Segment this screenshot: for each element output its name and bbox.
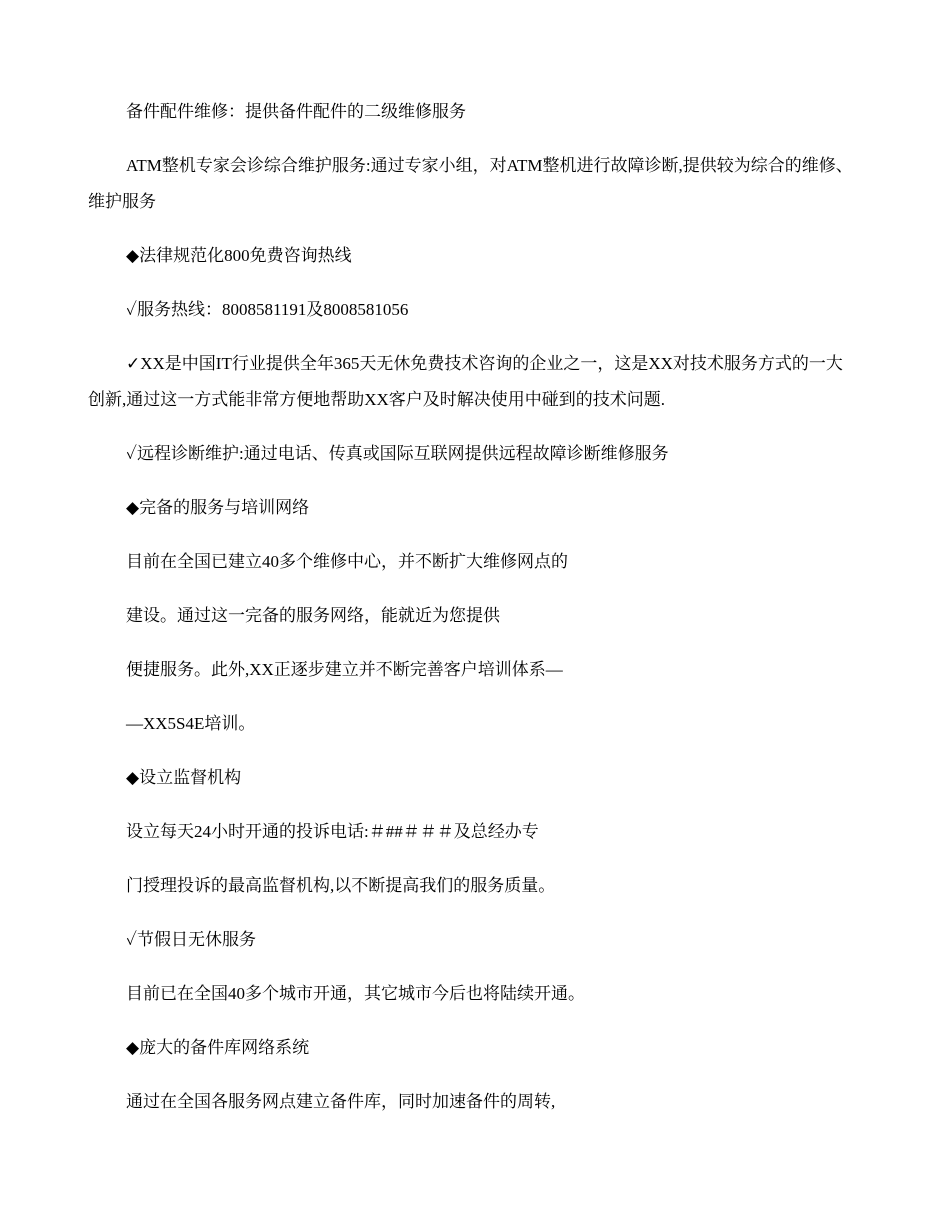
- document-body: [88, 94, 858, 1138]
- paragraph-spare-parts-warehouses: 通过在全国各服务网点建立备件库，同时加速备件的周转,: [126, 1092, 556, 1111]
- heading-service-training-network: ◆完备的服务与培训网络: [126, 498, 310, 517]
- heading-free-hotline: ◆法律规范化800免费咨询热线: [126, 246, 352, 265]
- paragraph-holiday-service: ✓节假日无休服务: [126, 930, 256, 949]
- paragraph-atm-expert-service: ATM整机专家会诊综合维护服务:通过专家小组，对ATM整机进行故障诊断,提供较为综合的维修、维护服务: [88, 156, 853, 211]
- paragraph-spare-parts-repair: 备件配件维修：提供备件配件的二级维修服务: [126, 102, 466, 121]
- paragraph-complaint-line-2: 门授理投诉的最高监督机构,以不断提高我们的服务质量。: [126, 876, 556, 895]
- paragraph-repair-centers-line-2: 建设。通过这一完备的服务网络，能就近为您提供: [126, 606, 500, 625]
- paragraph-repair-centers-line-4: —XX5S4E培训。: [126, 714, 256, 733]
- paragraph-repair-centers-line-1: 目前在全国已建立40多个维修中心，并不断扩大维修网点的: [126, 552, 568, 571]
- heading-supervision: ◆设立监督机构: [126, 768, 242, 787]
- paragraph-remote-diagnosis: ✓远程诊断维护:通过电话、传真或国际互联网提供远程故障诊断维修服务: [126, 444, 669, 463]
- paragraph-repair-centers-line-3: 便捷服务。此外,XX正逐步建立并不断完善客户培训体系—: [126, 660, 563, 679]
- paragraph-service-hotline: ✓服务热线：8008581191及8008581056: [126, 300, 409, 319]
- paragraph-cities-open: 目前已在全国40多个城市开通，其它城市今后也将陆续开通。: [126, 984, 585, 1003]
- paragraph-complaint-line-1: 设立每天24小时开通的投诉电话:＃##＃＃＃及总经办专: [126, 822, 539, 841]
- paragraph-free-consulting: ✓XX是中国IT行业提供全年365天无休免费技术咨询的企业之一，这是XX对技术服务方式的一大创新,通过这一方式能非常方便地帮助XX客户及时解决使用中碰到的技术问题.: [88, 354, 843, 409]
- heading-spare-parts-network: ◆庞大的备件库网络系统: [126, 1038, 310, 1057]
